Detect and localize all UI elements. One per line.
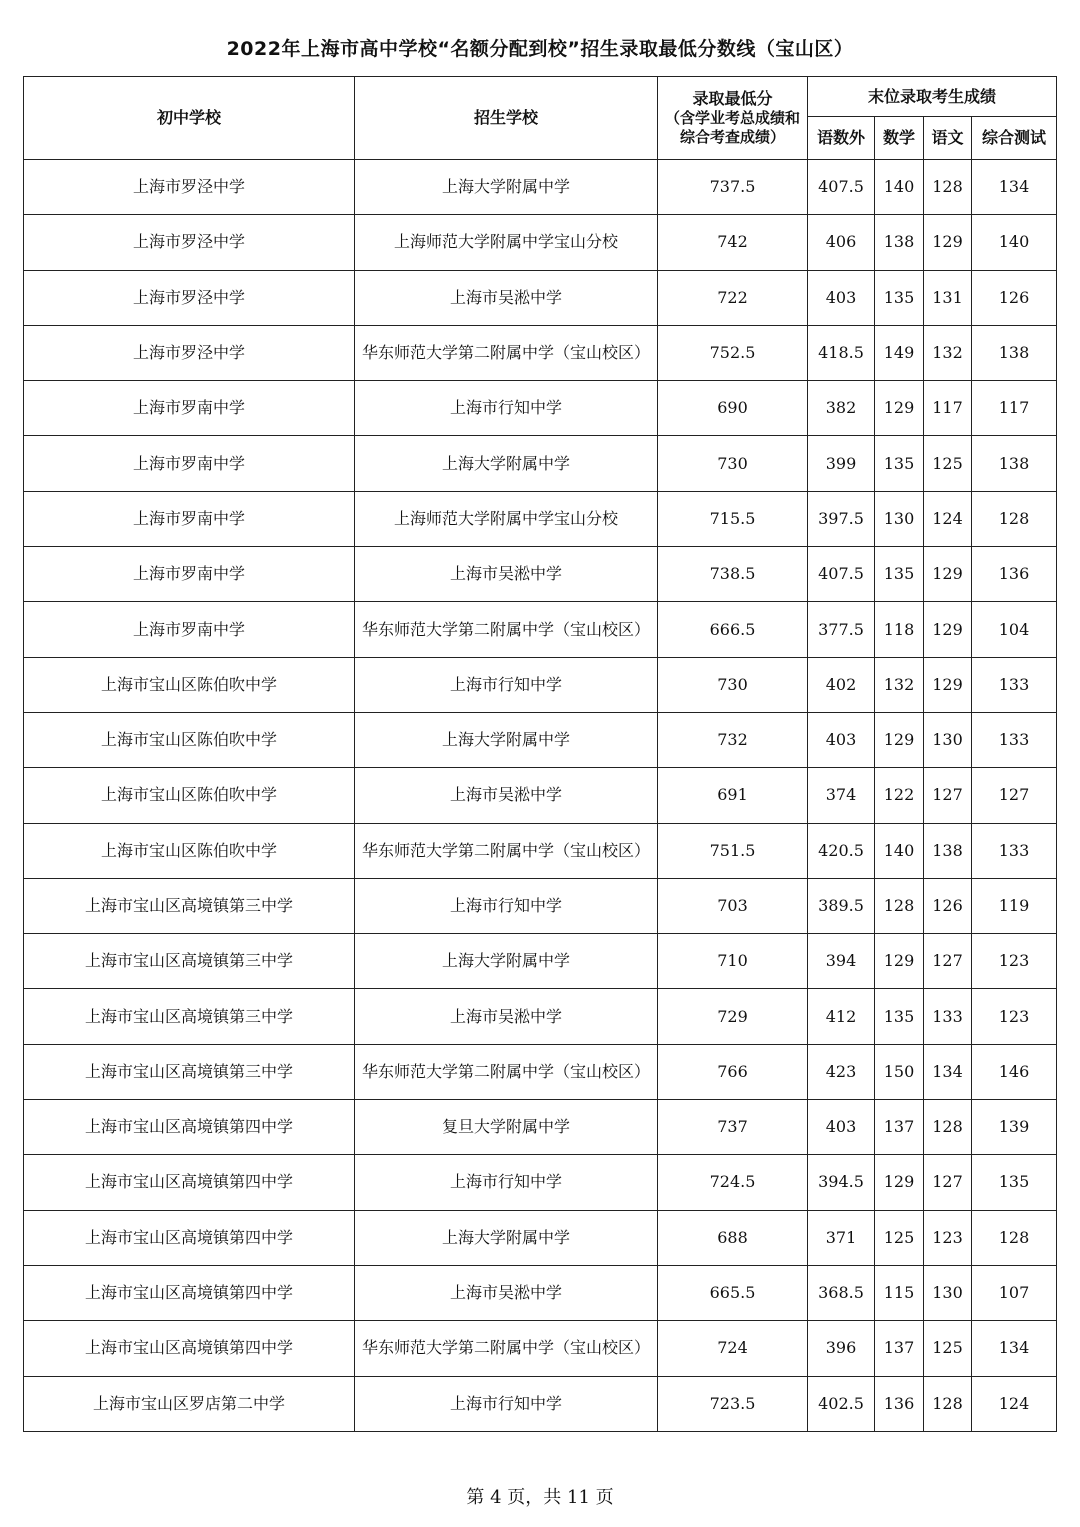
table-row [24,712,1057,767]
cell-admit-school: 上海师范大学附属中学宝山分校 [355,491,658,546]
cell-comprehensive: 133 [972,712,1057,767]
cell-yushuwai: 412 [808,989,875,1044]
cell-comprehensive: 139 [972,1100,1057,1155]
cell-min-score: 722 [658,270,808,325]
cell-comprehensive: 107 [972,1265,1057,1320]
cell-comprehensive: 134 [972,160,1057,215]
table-row [24,602,1057,657]
cell-math: 122 [875,768,924,823]
cell-chinese: 134 [924,1044,972,1099]
table-row [24,547,1057,602]
cell-comprehensive: 123 [972,989,1057,1044]
cell-admit-school: 上海大学附属中学 [355,436,658,491]
cell-junior-school: 上海市罗泾中学 [24,160,355,215]
cell-yushuwai: 396 [808,1321,875,1376]
footer-prefix: 第 [466,1487,485,1508]
cell-junior-school: 上海市罗南中学 [24,436,355,491]
cell-yushuwai: 402.5 [808,1376,875,1431]
cell-min-score: 666.5 [658,602,808,657]
cell-admit-school: 上海市吴淞中学 [355,989,658,1044]
cell-yushuwai: 374 [808,768,875,823]
cell-admit-school: 上海大学附属中学 [355,160,658,215]
cell-chinese: 127 [924,934,972,989]
cell-comprehensive: 104 [972,602,1057,657]
cell-admit-school: 上海市吴淞中学 [355,1265,658,1320]
cell-math: 118 [875,602,924,657]
cell-yushuwai: 406 [808,215,875,270]
cell-math: 115 [875,1265,924,1320]
cell-comprehensive: 133 [972,823,1057,878]
table-row [24,1100,1057,1155]
cell-yushuwai: 418.5 [808,325,875,380]
cell-admit-school: 华东师范大学第二附属中学（宝山校区） [355,602,658,657]
cell-min-score: 690 [658,381,808,436]
cell-min-score: 730 [658,436,808,491]
cell-admit-school: 上海市吴淞中学 [355,547,658,602]
cell-min-score: 737 [658,1100,808,1155]
cell-yushuwai: 397.5 [808,491,875,546]
table-row [24,934,1057,989]
cell-chinese: 133 [924,989,972,1044]
cell-min-score: 730 [658,657,808,712]
table-body [24,160,1057,1432]
admission-score-table [23,76,1057,1432]
cell-math: 140 [875,160,924,215]
header-last-student: 末位录取考生成绩 [808,77,1057,117]
cell-math: 129 [875,1155,924,1210]
cell-yushuwai: 402 [808,657,875,712]
cell-chinese: 130 [924,712,972,767]
cell-chinese: 126 [924,878,972,933]
table-row [24,768,1057,823]
cell-comprehensive: 119 [972,878,1057,933]
cell-min-score: 729 [658,989,808,1044]
footer-page-number: 4 [490,1487,502,1508]
table-row [24,325,1057,380]
cell-chinese: 129 [924,657,972,712]
table-row [24,878,1057,933]
cell-junior-school: 上海市宝山区高境镇第四中学 [24,1155,355,1210]
document-title: 2022年上海市高中学校“名额分配到校”招生录取最低分数线（宝山区） [226,38,854,60]
cell-math: 135 [875,547,924,602]
table-row [24,1376,1057,1431]
cell-junior-school: 上海市宝山区高境镇第三中学 [24,878,355,933]
cell-junior-school: 上海市宝山区罗店第二中学 [24,1376,355,1431]
cell-yushuwai: 403 [808,712,875,767]
table-row [24,1321,1057,1376]
cell-comprehensive: 136 [972,547,1057,602]
cell-min-score: 738.5 [658,547,808,602]
table-row [24,1044,1057,1099]
cell-min-score: 703 [658,878,808,933]
cell-admit-school: 上海市行知中学 [355,381,658,436]
cell-admit-school: 华东师范大学第二附属中学（宝山校区） [355,325,658,380]
table-row [24,1265,1057,1320]
cell-admit-school: 上海师范大学附属中学宝山分校 [355,215,658,270]
table-row [24,823,1057,878]
cell-junior-school: 上海市宝山区高境镇第三中学 [24,934,355,989]
cell-yushuwai: 389.5 [808,878,875,933]
cell-comprehensive: 126 [972,270,1057,325]
cell-comprehensive: 123 [972,934,1057,989]
table-row [24,160,1057,215]
table-row [24,1155,1057,1210]
cell-junior-school: 上海市宝山区陈伯吹中学 [24,657,355,712]
header-chinese: 语文 [924,117,972,160]
cell-chinese: 130 [924,1265,972,1320]
cell-chinese: 138 [924,823,972,878]
cell-comprehensive: 138 [972,325,1057,380]
table-row [24,989,1057,1044]
cell-min-score: 737.5 [658,160,808,215]
table-row [24,1210,1057,1265]
cell-chinese: 127 [924,768,972,823]
cell-yushuwai: 371 [808,1210,875,1265]
cell-junior-school: 上海市宝山区陈伯吹中学 [24,712,355,767]
cell-junior-school: 上海市宝山区高境镇第四中学 [24,1321,355,1376]
cell-math: 130 [875,491,924,546]
cell-comprehensive: 128 [972,1210,1057,1265]
cell-admit-school: 华东师范大学第二附属中学（宝山校区） [355,1044,658,1099]
footer-total-pages: 11 [567,1487,590,1508]
cell-admit-school: 上海市吴淞中学 [355,270,658,325]
cell-math: 132 [875,657,924,712]
table-row [24,657,1057,712]
header-admit-school: 招生学校 [355,77,658,160]
cell-comprehensive: 134 [972,1321,1057,1376]
header-min-score-note: （含学业考总成绩和综合考查成绩） [664,109,800,146]
cell-yushuwai: 394 [808,934,875,989]
cell-chinese: 129 [924,215,972,270]
cell-min-score: 710 [658,934,808,989]
cell-admit-school: 上海市行知中学 [355,657,658,712]
cell-junior-school: 上海市宝山区陈伯吹中学 [24,768,355,823]
table-row [24,215,1057,270]
cell-math: 149 [875,325,924,380]
cell-yushuwai: 403 [808,270,875,325]
header-junior-school: 初中学校 [24,77,355,160]
cell-yushuwai: 407.5 [808,160,875,215]
cell-chinese: 129 [924,602,972,657]
cell-comprehensive: 117 [972,381,1057,436]
cell-junior-school: 上海市罗南中学 [24,381,355,436]
cell-min-score: 724 [658,1321,808,1376]
table-row [24,270,1057,325]
cell-yushuwai: 377.5 [808,602,875,657]
cell-chinese: 132 [924,325,972,380]
cell-min-score: 766 [658,1044,808,1099]
cell-comprehensive: 140 [972,215,1057,270]
cell-yushuwai: 420.5 [808,823,875,878]
cell-junior-school: 上海市宝山区高境镇第四中学 [24,1100,355,1155]
cell-admit-school: 上海市行知中学 [355,878,658,933]
cell-min-score: 665.5 [658,1265,808,1320]
cell-junior-school: 上海市罗泾中学 [24,215,355,270]
cell-junior-school: 上海市宝山区高境镇第三中学 [24,989,355,1044]
cell-yushuwai: 368.5 [808,1265,875,1320]
cell-chinese: 117 [924,381,972,436]
cell-admit-school: 上海大学附属中学 [355,712,658,767]
cell-chinese: 128 [924,1100,972,1155]
cell-min-score: 752.5 [658,325,808,380]
cell-admit-school: 上海市吴淞中学 [355,768,658,823]
cell-comprehensive: 138 [972,436,1057,491]
cell-yushuwai: 423 [808,1044,875,1099]
cell-admit-school: 上海大学附属中学 [355,934,658,989]
cell-junior-school: 上海市罗泾中学 [24,270,355,325]
cell-math: 140 [875,823,924,878]
cell-admit-school: 华东师范大学第二附属中学（宝山校区） [355,823,658,878]
cell-math: 129 [875,712,924,767]
table-row [24,381,1057,436]
cell-comprehensive: 124 [972,1376,1057,1431]
cell-min-score: 688 [658,1210,808,1265]
cell-yushuwai: 407.5 [808,547,875,602]
cell-min-score: 751.5 [658,823,808,878]
cell-admit-school: 上海市行知中学 [355,1155,658,1210]
cell-admit-school: 复旦大学附属中学 [355,1100,658,1155]
cell-math: 137 [875,1321,924,1376]
cell-yushuwai: 399 [808,436,875,491]
page-footer [0,1483,1080,1509]
footer-middle: 页，共 [507,1487,562,1508]
table-row [24,491,1057,546]
cell-comprehensive: 127 [972,768,1057,823]
header-min-score [658,77,808,160]
cell-comprehensive: 146 [972,1044,1057,1099]
cell-chinese: 125 [924,436,972,491]
cell-math: 129 [875,934,924,989]
cell-chinese: 128 [924,160,972,215]
cell-math: 128 [875,878,924,933]
header-row-top [24,77,1057,117]
cell-chinese: 124 [924,491,972,546]
footer-suffix: 页 [595,1487,614,1508]
cell-chinese: 125 [924,1321,972,1376]
cell-junior-school: 上海市罗南中学 [24,491,355,546]
cell-chinese: 129 [924,547,972,602]
header-min-score-label: 录取最低分 [692,89,773,108]
cell-comprehensive: 128 [972,491,1057,546]
cell-math: 135 [875,436,924,491]
cell-math: 137 [875,1100,924,1155]
cell-math: 125 [875,1210,924,1265]
cell-min-score: 742 [658,215,808,270]
cell-junior-school: 上海市罗南中学 [24,547,355,602]
header-comprehensive: 综合测试 [972,117,1057,160]
header-yushuwai: 语数外 [808,117,875,160]
header-math: 数学 [875,117,924,160]
cell-yushuwai: 394.5 [808,1155,875,1210]
cell-comprehensive: 135 [972,1155,1057,1210]
cell-min-score: 691 [658,768,808,823]
cell-yushuwai: 403 [808,1100,875,1155]
cell-junior-school: 上海市宝山区高境镇第三中学 [24,1044,355,1099]
cell-chinese: 131 [924,270,972,325]
cell-chinese: 123 [924,1210,972,1265]
cell-comprehensive: 133 [972,657,1057,712]
cell-math: 135 [875,270,924,325]
cell-min-score: 715.5 [658,491,808,546]
cell-chinese: 128 [924,1376,972,1431]
cell-min-score: 732 [658,712,808,767]
table-row [24,436,1057,491]
cell-math: 138 [875,215,924,270]
cell-min-score: 723.5 [658,1376,808,1431]
cell-junior-school: 上海市宝山区陈伯吹中学 [24,823,355,878]
cell-junior-school: 上海市宝山区高境镇第四中学 [24,1210,355,1265]
cell-math: 129 [875,381,924,436]
cell-math: 136 [875,1376,924,1431]
cell-admit-school: 华东师范大学第二附属中学（宝山校区） [355,1321,658,1376]
cell-chinese: 127 [924,1155,972,1210]
cell-min-score: 724.5 [658,1155,808,1210]
cell-junior-school: 上海市罗泾中学 [24,325,355,380]
cell-admit-school: 上海市行知中学 [355,1376,658,1431]
cell-yushuwai: 382 [808,381,875,436]
cell-junior-school: 上海市罗南中学 [24,602,355,657]
cell-junior-school: 上海市宝山区高境镇第四中学 [24,1265,355,1320]
cell-math: 150 [875,1044,924,1099]
cell-math: 135 [875,989,924,1044]
cell-admit-school: 上海大学附属中学 [355,1210,658,1265]
